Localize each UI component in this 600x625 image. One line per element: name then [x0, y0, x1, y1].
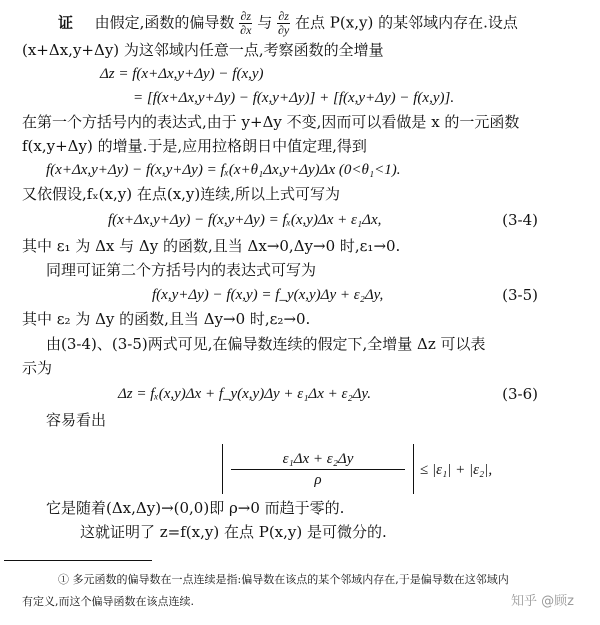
proof-line-4: f(x,y+Δy) 的增量.于是,应用拉格朗日中值定理,得到 [22, 137, 367, 155]
eq-3-4: f(x+Δx,y+Δy) − f(x,y+Δy) = fₓ(x,y)Δx + ε₁Δx, [108, 212, 382, 228]
ineq-denominator: ρ [314, 472, 322, 488]
ineq-rhs: ≤ |ε₁| + |ε₂|, [420, 462, 493, 478]
proof-line-11: 容易看出 [46, 411, 107, 429]
eq-3-6-number: (3-6) [502, 385, 538, 403]
proof-text-and: 与 [257, 13, 273, 32]
eq-3-5: f(x,y+Δy) − f(x,y) = f_y(x,y)Δy + ε₂Δy, [152, 287, 384, 303]
proof-line-3: 在第一个方括号内的表达式,由于 y+Δy 不变,因而可以看做是 x 的一元函数 [22, 113, 520, 131]
footnote-separator [4, 560, 152, 561]
partial-z-x [239, 10, 252, 37]
partial-z-y-num: ∂z [278, 9, 289, 23]
eq-3-6: Δz = fₓ(x,y)Δx + f_y(x,y)Δy + ε₁Δx + ε₂Δy. [118, 386, 372, 402]
proof-text-1b: 在点 P(x,y) 的某邻域内存在.设点 [295, 13, 518, 32]
proof-line-7: 同理可证第二个方括号内的表达式可写为 [46, 261, 317, 279]
proof-line-5: 又依假设,fₓ(x,y) 在点(x,y)连续,所以上式可写为 [22, 185, 341, 203]
proof-line-9: 由(3-4)、(3-5)两式可见,在偏导数连续的假定下,全增量 Δz 可以表 [46, 335, 486, 353]
eq-3-4-number: (3-4) [502, 211, 538, 229]
proof-line-8: 其中 ε₂ 为 Δy 的函数,且当 Δy→0 时,ε₂→0. [22, 310, 311, 328]
proof-line-2: (x+Δx,y+Δy) 为这邻域内任意一点,考察函数的全增量 [22, 41, 384, 59]
proof-line-6: 其中 ε₁ 为 Δx 与 Δy 的函数,且当 Δx→0,Δy→0 时,ε₁→0. [22, 237, 401, 255]
eq-3-5-number: (3-5) [502, 286, 538, 304]
proof-line-13: 这就证明了 z=f(x,y) 在点 P(x,y) 是可微分的. [80, 523, 387, 541]
partial-z-x-num: ∂z [240, 9, 252, 23]
abs-fraction-body [231, 449, 405, 490]
ineq-numerator: ε₁Δx + ε₂Δy [231, 449, 405, 470]
proof-text-1a: 由假定,函数的偏导数 [94, 13, 235, 32]
abs-fraction [222, 444, 414, 494]
partial-z-y [277, 10, 290, 37]
footnote-line-1: ① 多元函数的偏导数在一点连续是指:偏导数在该点的某个邻域内存在,于是偏导数在这邻域内 [58, 573, 509, 586]
proof-line-10: 示为 [22, 359, 53, 377]
proof-label: 证 [58, 13, 74, 32]
eq-dz-line-2: = [f(x+Δx,y+Δy) − f(x,y+Δy)] + [f(x,y+Δy) − f(x,y)]. [133, 90, 455, 106]
eq-mean-value: f(x+Δx,y+Δy) − f(x,y+Δy) = fₓ(x+θ₁Δx,y+Δy)Δx (0<θ₁<1). [46, 162, 401, 178]
partial-z-y-den: ∂y [277, 23, 290, 37]
zhihu-watermark: 知乎 @顾z [511, 594, 574, 609]
proof-line-12: 它是随着(Δx,Δy)→(0,0)即 ρ→0 而趋于零的. [46, 499, 345, 517]
proof-line-1 [58, 10, 518, 37]
footnote-line-2: 有定义,而这个偏导函数在该点连续. [22, 595, 194, 608]
partial-z-x-den: ∂x [240, 23, 252, 37]
eq-dz-line-1: Δz = f(x+Δx,y+Δy) − f(x,y) [100, 66, 264, 82]
